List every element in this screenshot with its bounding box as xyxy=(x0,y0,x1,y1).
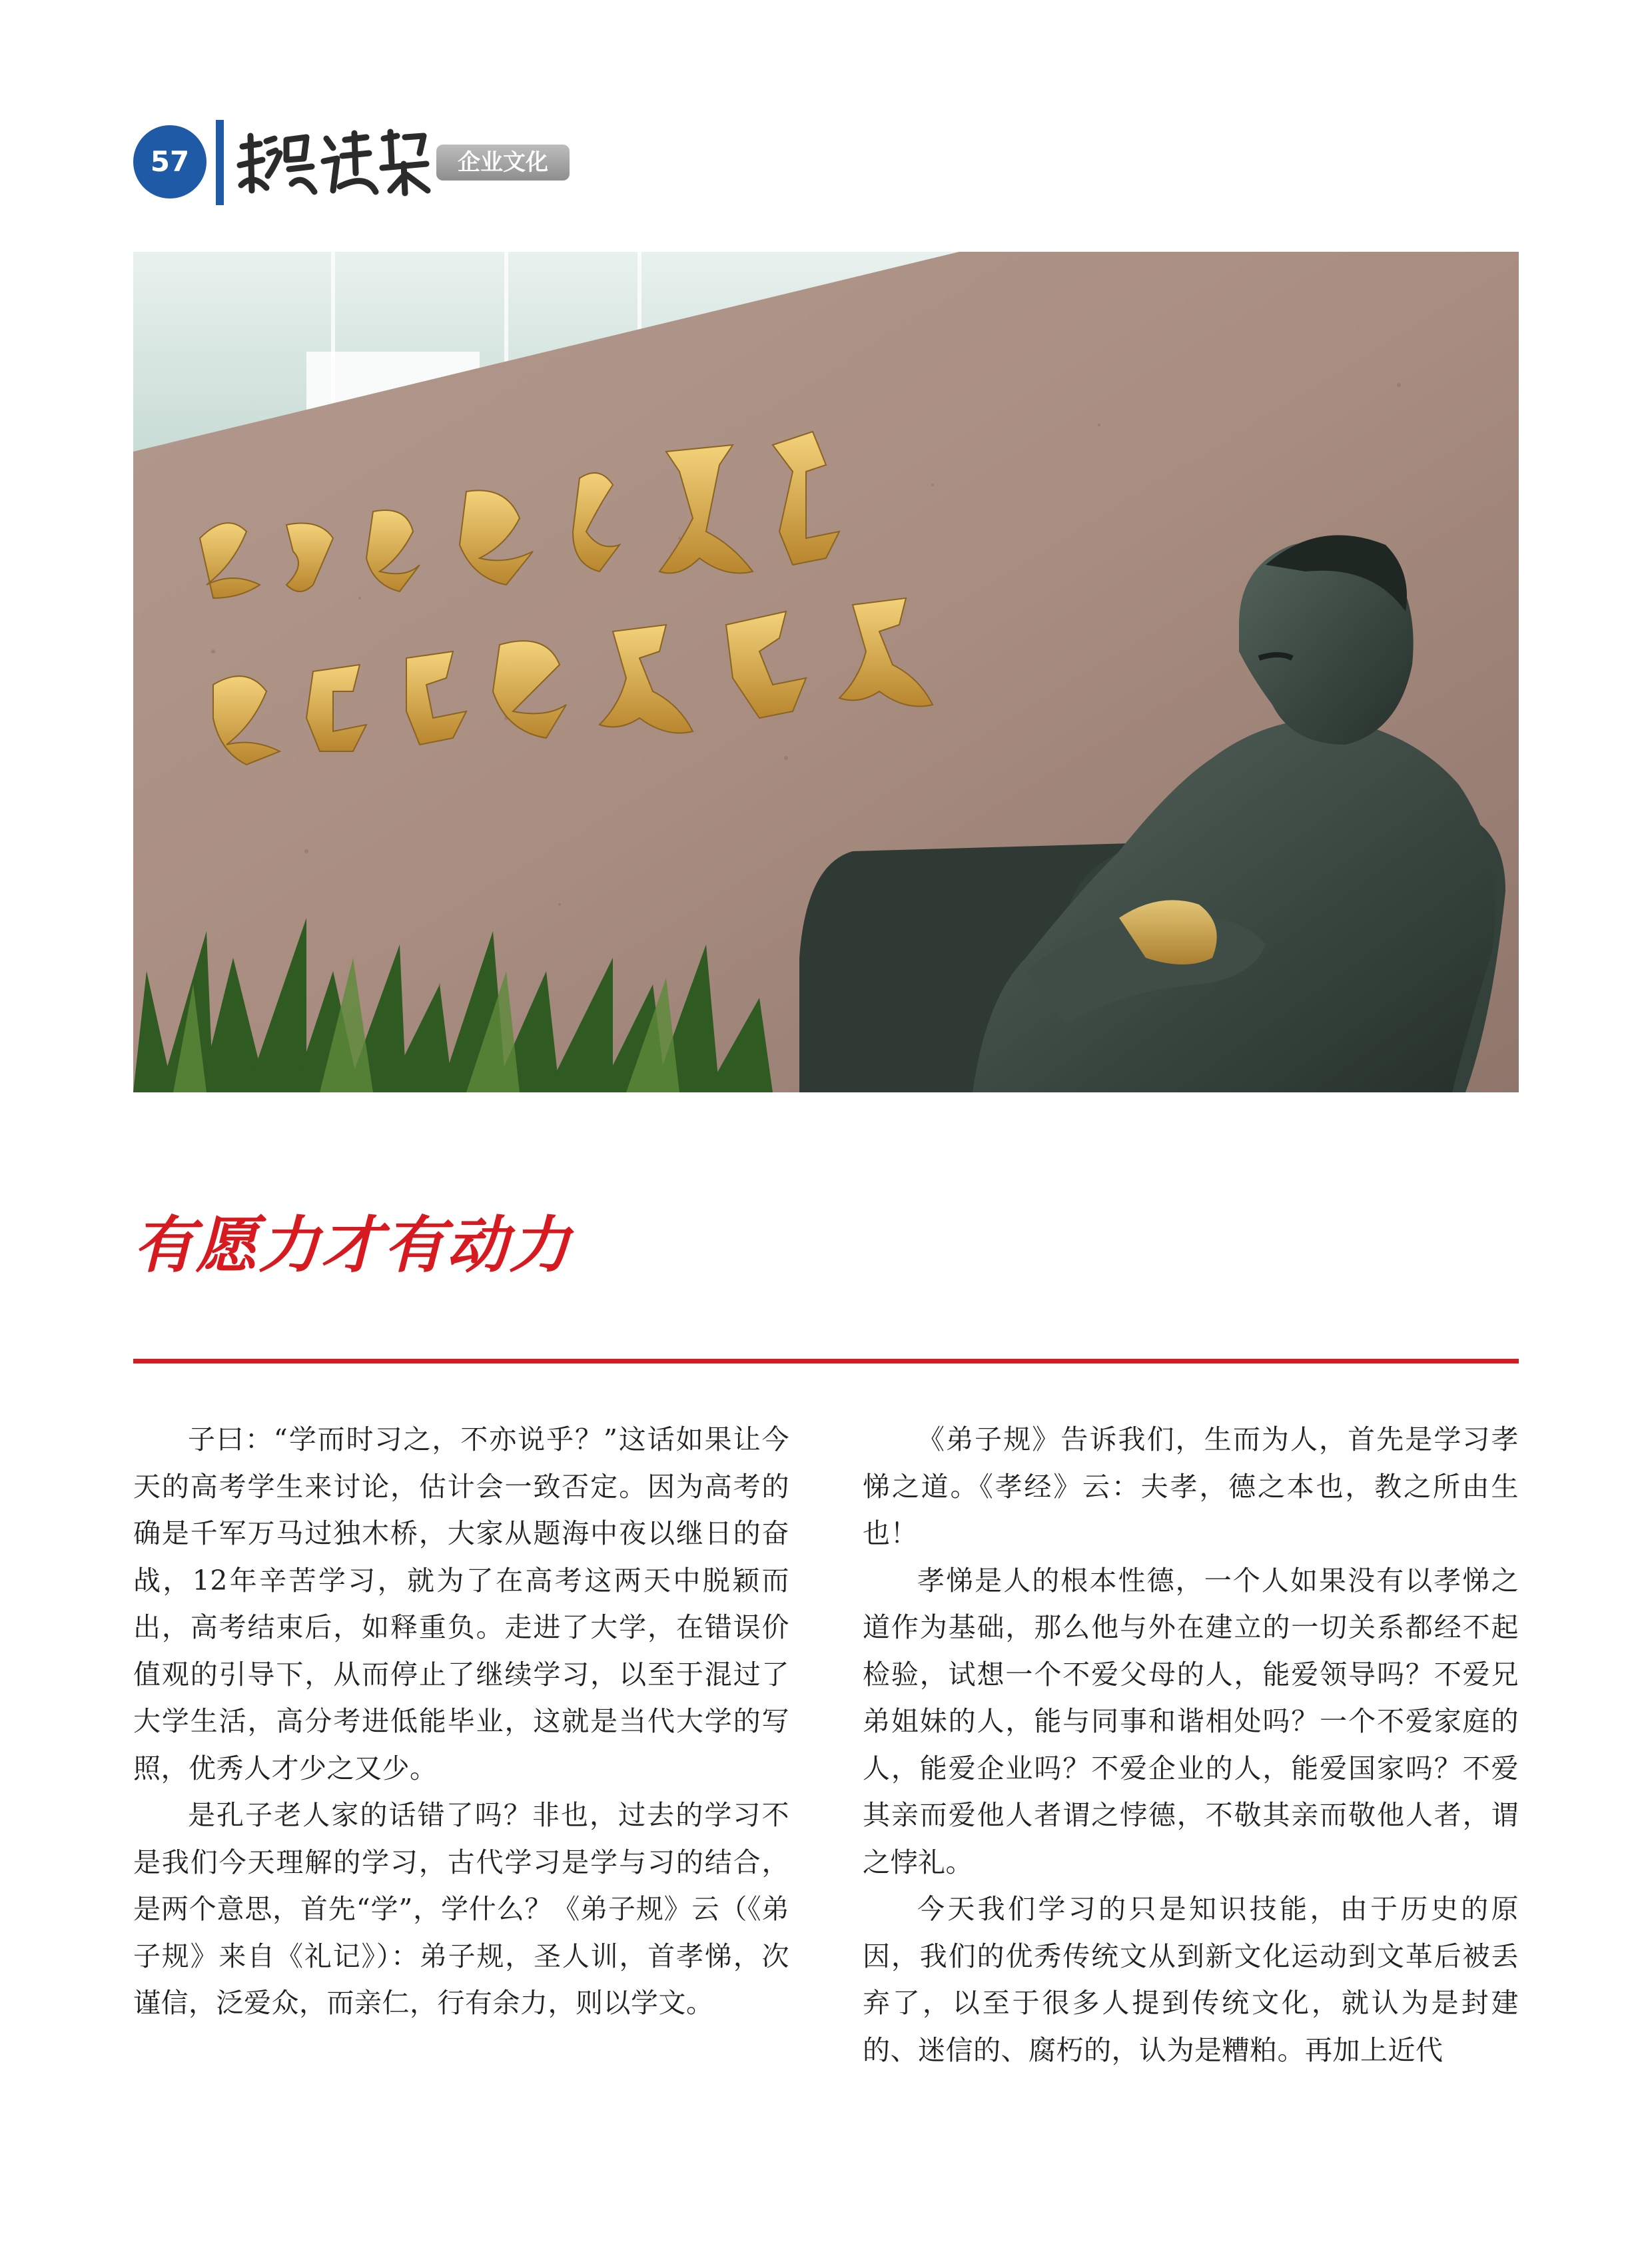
page-number-badge: 57 xyxy=(133,125,206,198)
header-divider-bar xyxy=(216,120,224,205)
section-tag: 企业文化 xyxy=(436,145,570,181)
magazine-logo xyxy=(233,127,433,200)
body-paragraph: 孝悌是人的根本性德，一个人如果没有以孝悌之道作为基础，那么他与外在建立的一切关系都经不起检验，试想一个不爱父母的人，能爱领导吗？不爱兄弟姐妹的人，能与同事和谐相处吗？一个不爱家庭的人，能爱企业吗？不爱企业的人，能爱国家吗？不爱其亲而爱他人者谓之悖德，不敬其亲而敬他人者，谓之悖礼。 xyxy=(863,1564,1519,1878)
body-paragraph: 子曰：“学而时习之，不亦说乎？”这话如果让今天的高考学生来讨论，估计会一致否定。因为高考的确是千军万马过独木桥，大家从题海中夜以继日的奋战，12年辛苦学习，就为了在高考这两天中脱颖而出，高考结束后，如释重负。走进了大学，在错误价值观的引导下，从而停止了继续学习，以至于混过了大学生活，高分考进低能毕业，这就是当代大学的写照，优秀人才少之又少。 xyxy=(133,1423,789,1784)
page-header xyxy=(133,120,733,206)
body-paragraph: 《弟子规》告诉我们，生而为人，首先是学习孝悌之道。《孝经》云：夫孝，德之本也，教之所由生也！ xyxy=(863,1423,1519,1549)
right-column xyxy=(863,1416,1519,2073)
title-divider-rule xyxy=(133,1359,1519,1363)
feature-photo xyxy=(133,252,1519,1092)
article-title: 有愿力才有动力 xyxy=(133,1210,572,1281)
body-paragraph: 今天我们学习的只是知识技能，由于历史的原因，我们的优秀传统文从到新文化运动到文革后被丢弃了，以至于很多人提到传统文化，就认为是封建的、迷信的、腐朽的，认为是糟粕。再加上近代 xyxy=(863,1893,1519,2066)
body-paragraph: 是孔子老人家的话错了吗？非也，过去的学习不是我们今天理解的学习，古代学习是学与习的结合，是两个意思，首先“学”，学什么？《弟子规》云（《弟子规》来自《礼记》）：弟子规，圣人训，首孝悌，次谨信，泛爱众，而亲仁，行有余力，则以学文。 xyxy=(133,1799,789,2019)
left-column xyxy=(133,1416,789,2027)
